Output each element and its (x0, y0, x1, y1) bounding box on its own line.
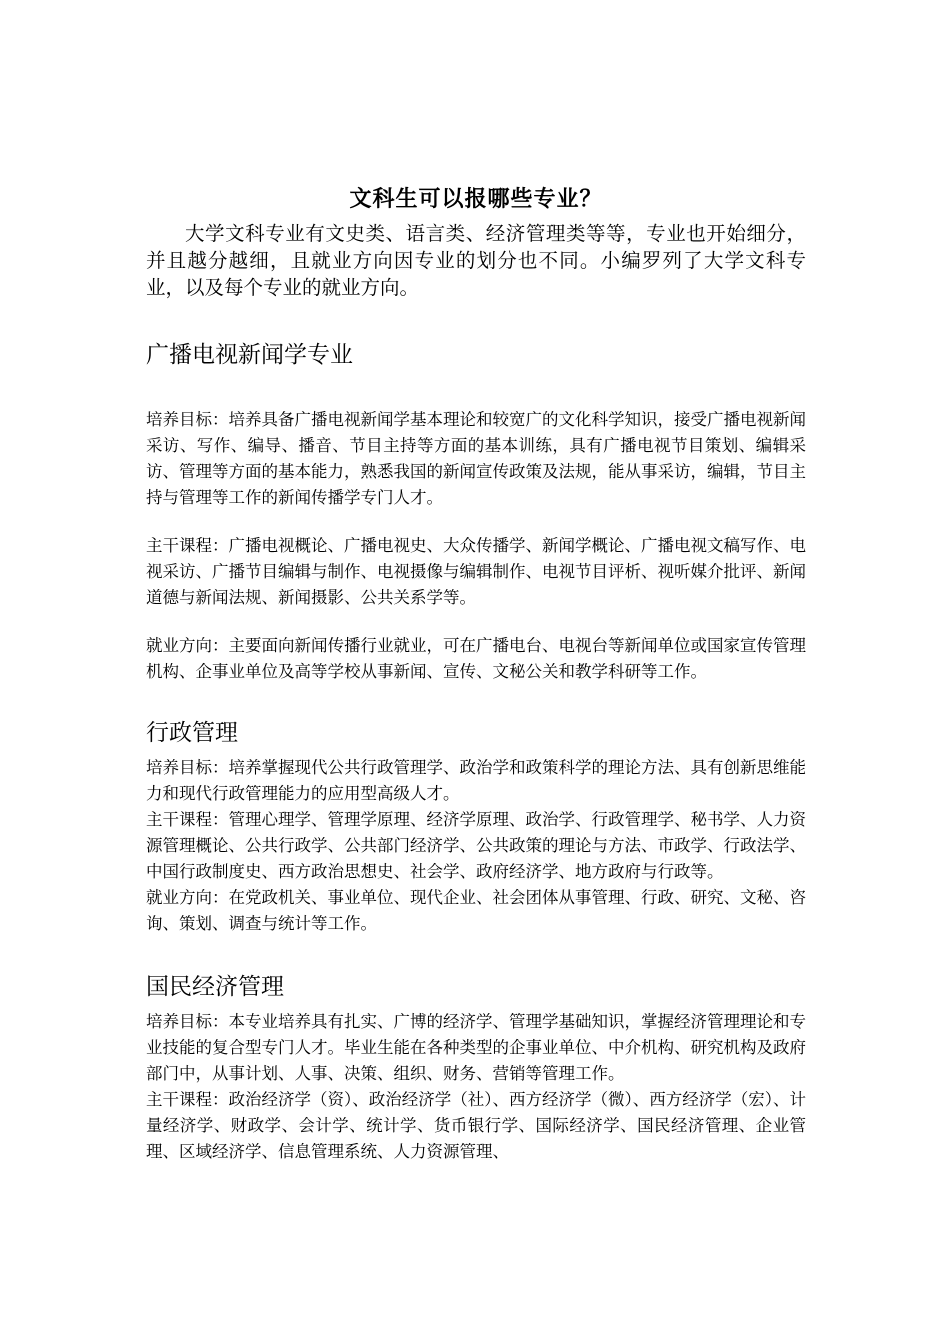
section-heading-public-administration: 行政管理 (146, 720, 238, 746)
economics-main-courses: 主干课程：政治经济学（资）、政治经济学（社）、西方经济学（微）、西方经济学（宏）、计量经济学、财政学、会计学、统计学、货币银行学、国际经济学、国民经济管理、企业管理、区域经济学、信息管理系统、人力资源管理、 (146, 1090, 806, 1161)
document-title: 文科生可以报哪些专业？ (349, 186, 603, 212)
admin-career-direction: 就业方向：在党政机关、事业单位、现代企业、社会团体从事管理、行政、研究、文秘、咨询、策划、调查与统计等工作。 (146, 888, 806, 933)
broadcast-training-goal: 培养目标：培养具备广播电视新闻学基本理论和较宽广的文化科学知识，接受广播电视新闻采访、写作、编导、播音、节目主持等方面的基本训练，具有广播电视节目策划、编辑采访、管理等方面的基本能力，熟悉我国的新闻宣传政策及法规，能从事采访，编辑，节目主持与管理等工作的新闻传播学专门人才。 (146, 410, 806, 507)
broadcast-career-direction: 就业方向：主要面向新闻传播行业就业，可在广播电台、电视台等新闻单位或国家宣传管理机构、企事业单位及高等学校从事新闻、宣传、文秘公关和教学科研等工作。 (146, 636, 806, 681)
section-heading-national-economic-management: 国民经济管理 (146, 974, 284, 1000)
admin-training-goal: 培养目标：培养掌握现代公共行政管理学、政治学和政策科学的理论方法、具有创新思维能力和现代行政管理能力的应用型高级人才。 (146, 758, 806, 803)
economics-training-goal: 培养目标：本专业培养具有扎实、广博的经济学、管理学基础知识，掌握经济管理理论和专业技能的复合型专门人才。毕业生能在各种类型的企事业单位、中介机构、研究机构及政府部门中，从事计划、人事、决策、组织、财务、营销等管理工作。 (146, 1012, 806, 1083)
section-heading-broadcast-journalism: 广播电视新闻学专业 (146, 342, 353, 368)
intro-paragraph: 大学文科专业有文史类、语言类、经济管理类等等，专业也开始细分，并且越分越细，且就业方向因专业的划分也不同。小编罗列了大学文科专业，以及每个专业的就业方向。 (146, 222, 806, 299)
broadcast-main-courses: 主干课程：广播电视概论、广播电视史、大众传播学、新闻学概论、广播电视文稿写作、电视采访、广播节目编辑与制作、电视摄像与编辑制作、电视节目评析、视听媒介批评、新闻道德与新闻法规、新闻摄影、公共关系学等。 (146, 536, 806, 607)
admin-main-courses: 主干课程：管理心理学、管理学原理、经济学原理、政治学、行政管理学、秘书学、人力资源管理概论、公共行政学、公共部门经济学、公共政策的理论与方法、市政学、行政法学、中国行政制度史、西方政治思想史、社会学、政府经济学、地方政府与行政等。 (146, 810, 806, 881)
document-page (146, 182, 806, 1165)
